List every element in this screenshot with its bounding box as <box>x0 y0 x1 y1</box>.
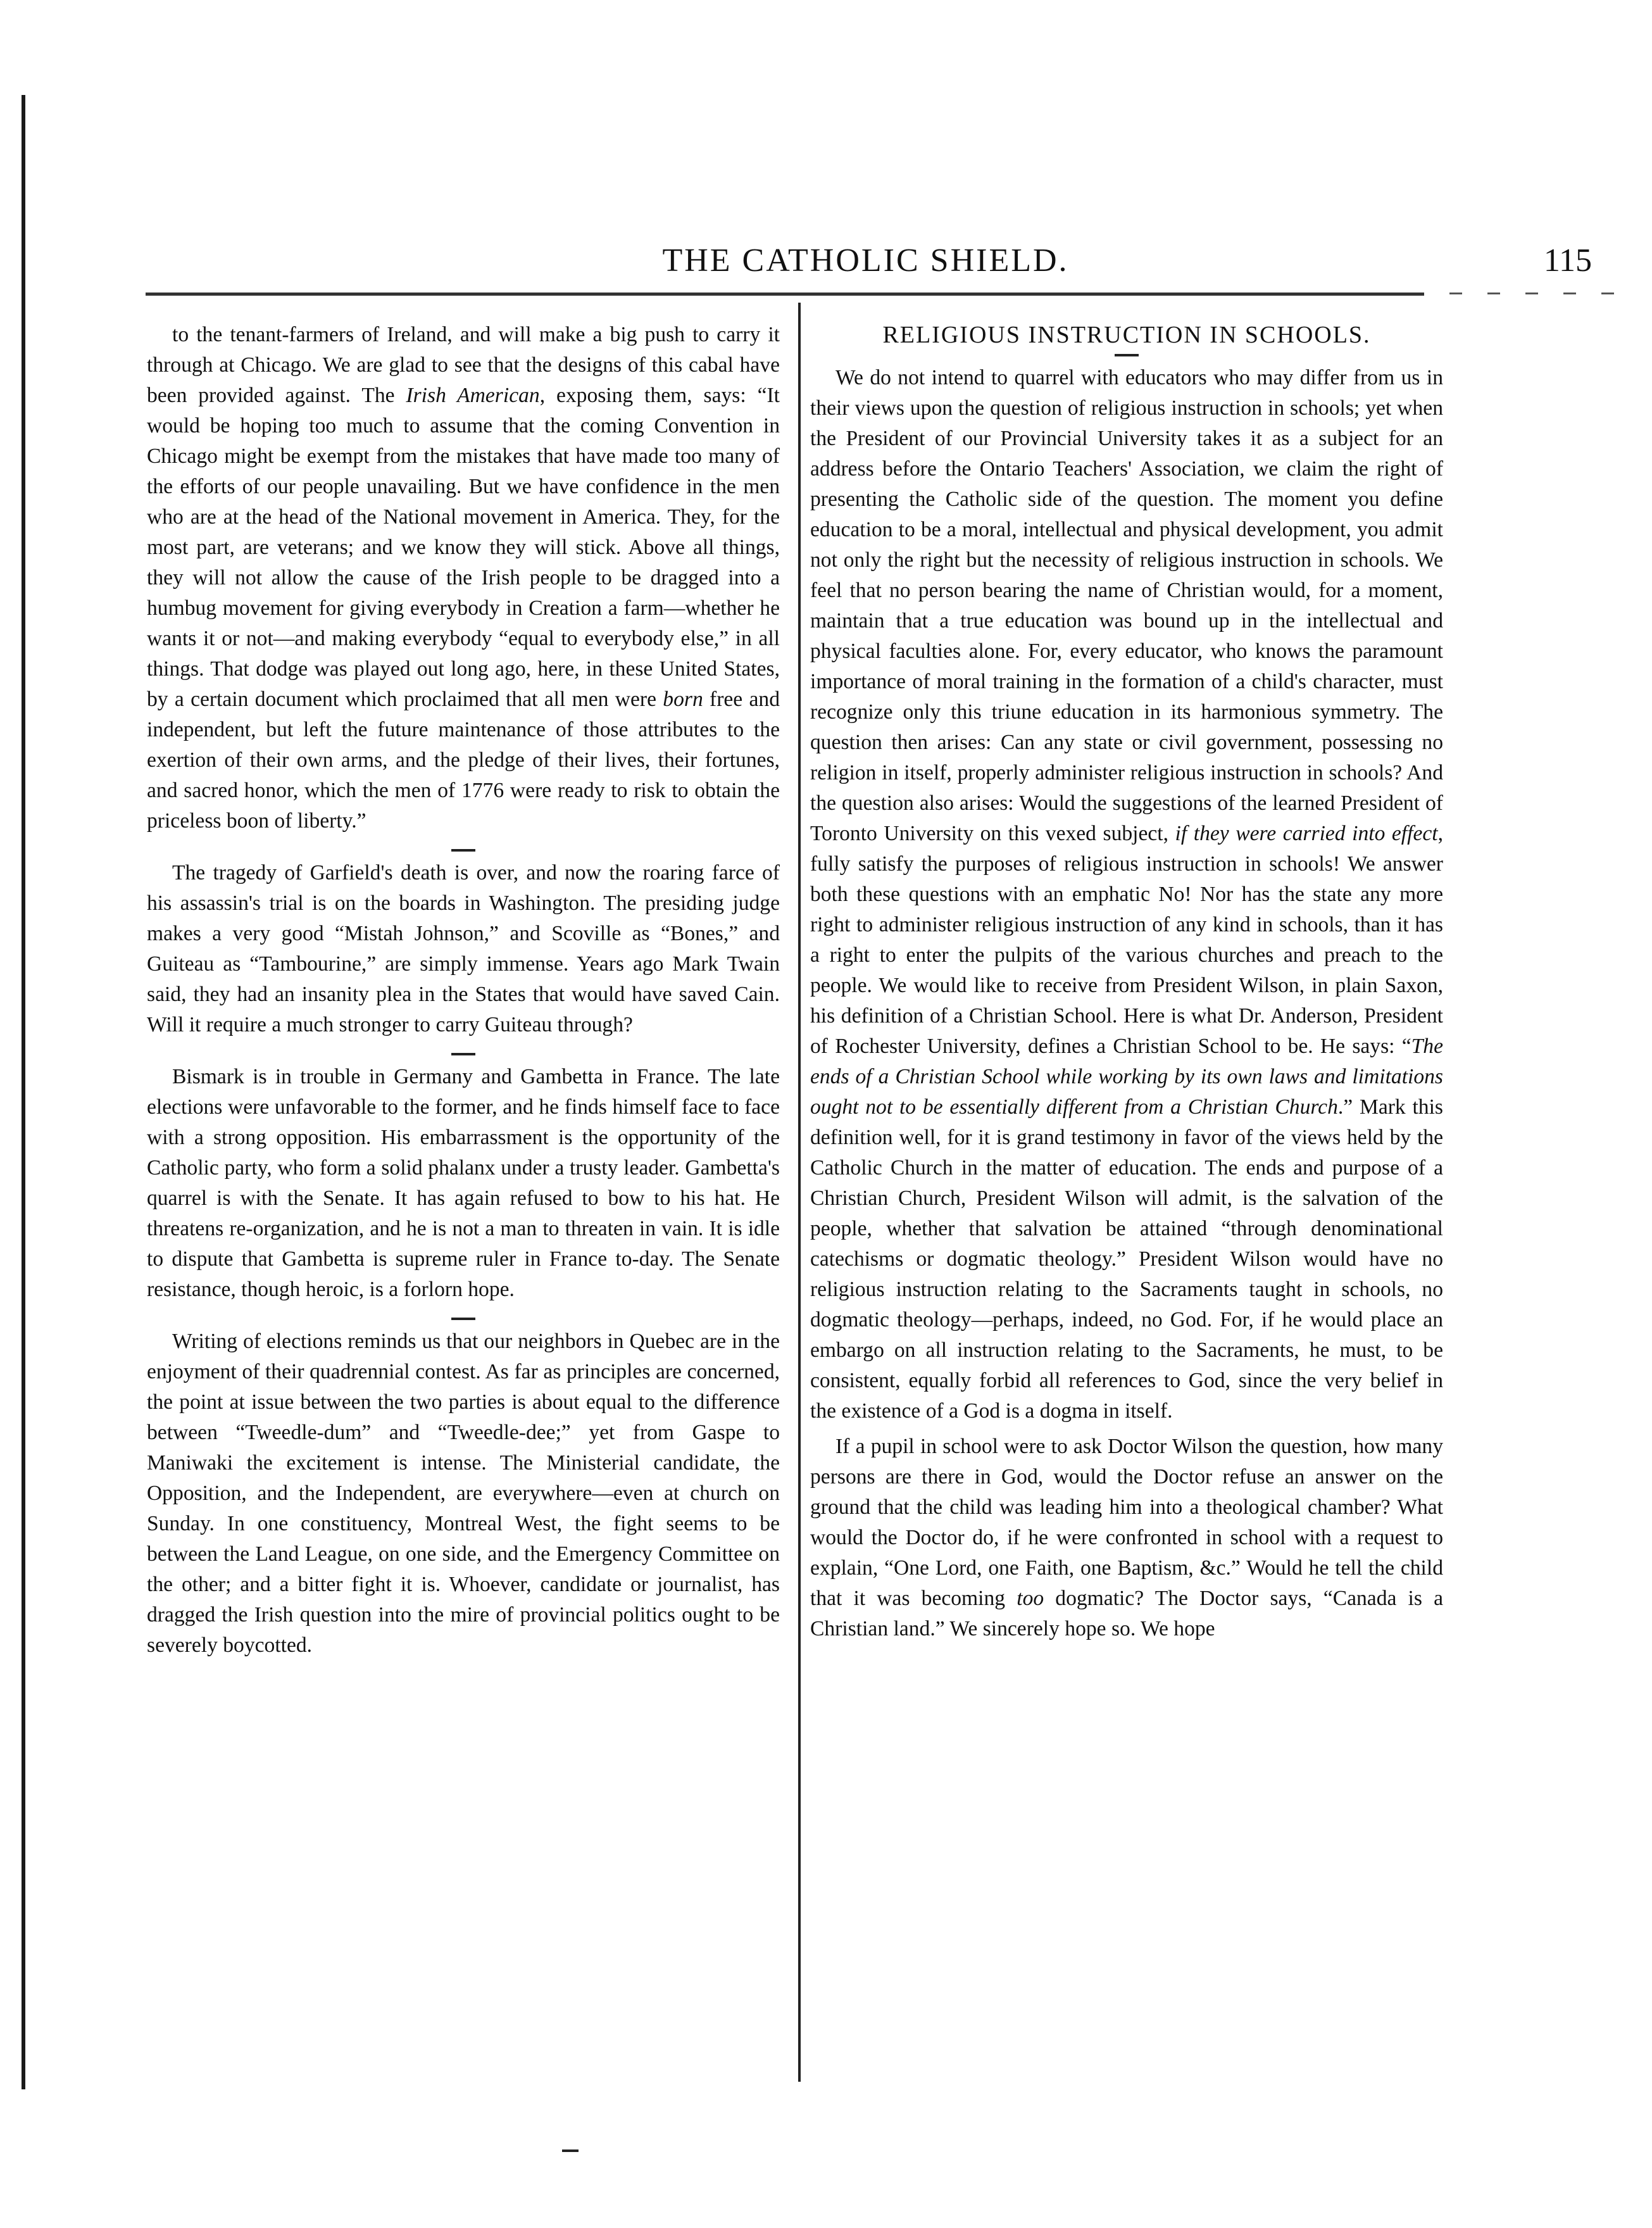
footer-mark <box>562 2149 579 2152</box>
italic-text: Irish American <box>406 384 540 407</box>
right-column <box>810 320 1443 1644</box>
italic-text: The ends of a Christian School while working by its own laws and limitations ought not to be essentially different from a Christian Church <box>810 1035 1443 1119</box>
left-paragraph: The tragedy of Garfield's death is over, and now the roaring farce of his assassin's trial is on the boards in Washington. The presiding judge makes a very good “Mistah Johnson,” and Scoville as “Bones,” and Guiteau as “Tambourine,” are simply immense. Years ago Mark Twain said, they had an insanity plea in the States that would have saved Cain. Will it require a much stronger to carry Guiteau through? <box>147 861 780 1036</box>
running-title: THE CATHOLIC SHIELD. <box>662 242 1069 279</box>
italic-text: too <box>1017 1587 1044 1610</box>
column-divider <box>798 303 801 2082</box>
page-edge-rule <box>22 95 25 2089</box>
right-paragraph: We do not intend to quarrel with educators who may differ from us in their views upon the question of religious instruction in schools; yet when the President of our Provincial University takes it as a subject for an address before the Ontario Teachers' Association, we claim the right of presenting the Catholic side of the question. The moment you define education to be a moral, intellectual and physical development, you admit not only the right but the necessity of religious instruction in schools. We feel that no person bearing the name of Christian would, for a moment, maintain that a true education was bound up in the intellectual and physical faculties alone. For, every educator, who knows the paramount importance of moral training in the formation of a child's character, must recognize only this triune education in its harmonious symmetry. The question then arises: Can any state or civil government, possessing no religion in itself, properly administer religious instruction in schools? And the question also arises: Would the suggestions of the learned President of Toronto University on this vexed subject, if they were carried into effect, fully satisfy the purposes of religious instruction in schools! We answer both these questions with an emphatic No! Nor has the state any more right to administer religious instruction of any kind in schools, than it has a right to enter the pulpits of the various churches and preach to the people. We would like to receive from President Wilson, in plain Saxon, his definition of a Christian School. Here is what Dr. Anderson, President of Rochester University, defines a Christian School to be. He says: “The ends of a Christian School while working by its own laws and limitations ought not to be essentially different from a Christian Church.” Mark this definition well, for it is grand testimony in favor of the views held by the Catholic Church in the matter of education. The ends and purpose of a Christian Church, President Wilson will admit, is the salvation of the people, whether that salvation be attained “through denominational catechisms or dogmatic theology.” President Wilson would have no religious instruction relating to the Sacraments taught in schools, no dogmatic theology—perhaps, indeed, no God. For, if he would place an embargo on all instruction relating to the Sacraments, he must, to be consistent, equally forbid all references to God, since the very belief in the existence of a God is a dogma in itself. <box>810 366 1443 1423</box>
section-divider <box>451 849 475 852</box>
left-column <box>147 320 780 1661</box>
left-paragraph: Writing of elections reminds us that our neighbors in Quebec are in the enjoyment of their quadrennial contest. As far as principles are concerned, the point at issue between the two parties is about equal to the difference between “Tweedle-dum” and “Tweedle-dee;” yet from Gaspe to Maniwaki the excitement is intense. The Ministerial candidate, the Opposition, and the Independent, are everywhere—even at church on Sunday. In one constituency, Montreal West, the fight seems to be between the Land League, on one side, and the Emergency Committee on the other; and a bitter fight it is. Whoever, candidate or journalist, has dragged the Irish question into the mire of provincial politics ought to be severely boycotted. <box>147 1330 780 1657</box>
italic-text: born <box>663 688 703 711</box>
header-rule <box>146 293 1424 296</box>
article-title: RELIGIOUS INSTRUCTION IN SCHOOLS. <box>882 322 1371 348</box>
header-rule-broken <box>1449 293 1639 294</box>
title-divider <box>1115 354 1139 356</box>
left-paragraph: to the tenant-farmers of Ireland, and will make a big push to carry it through at Chicago. We are glad to see that the designs of this cabal have been provided against. The Irish American, exposing them, says: “It would be hoping too much to assume that the coming Convention in Chicago might be exempt from the mistakes that have made too many of the efforts of our people unavailing. But we have confidence in the men who are at the head of the National movement in America. They, for the most part, are veterans; and we know they will stick. Above all things, they will not allow the cause of the Irish people to be dragged into a humbug movement for giving everybody in Creation a farm—whether he wants it or not—and making everybody “equal to everybody else,” in all things. That dodge was played out long ago, here, in these United States, by a certain document which proclaimed that all men were born free and independent, but left the future maintenance of those attributes to the exertion of their own arms, and the pledge of their lives, their fortunes, and sacred honor, which the men of 1776 were ready to risk to obtain the priceless boon of liberty.” <box>147 323 780 833</box>
section-divider <box>451 1053 475 1055</box>
right-paragraph: If a pupil in school were to ask Doctor Wilson the question, how many persons are there in God, would the Doctor refuse an answer on the ground that the child was leading him into a theological chamber? What would the Doctor do, if he were confronted in school with a request to explain, “One Lord, one Faith, one Baptism, &c.” Would he tell the child that it was becoming too dogmatic? The Doctor says, “Canada is a Christian land.” We sincerely hope so. We hope <box>810 1435 1443 1640</box>
page-number: 115 <box>1543 242 1592 279</box>
page-header <box>139 242 1592 286</box>
left-paragraph: Bismark is in trouble in Germany and Gambetta in France. The late elections were unfavorable to the former, and he finds himself face to face with a strong opposition. His embarrassment is the opportunity of the Catholic party, who form a solid phalanx under a trusty leader. Gambetta's quarrel is with the Senate. It has again refused to bow to his hat. He threatens re-organization, and he is not a man to threaten in vain. It is idle to dispute that Gambetta is supreme ruler in France to-day. The Senate resistance, though heroic, is a forlorn hope. <box>147 1065 780 1301</box>
section-divider <box>451 1318 475 1320</box>
italic-text: if they were carried into effect <box>1175 822 1438 845</box>
